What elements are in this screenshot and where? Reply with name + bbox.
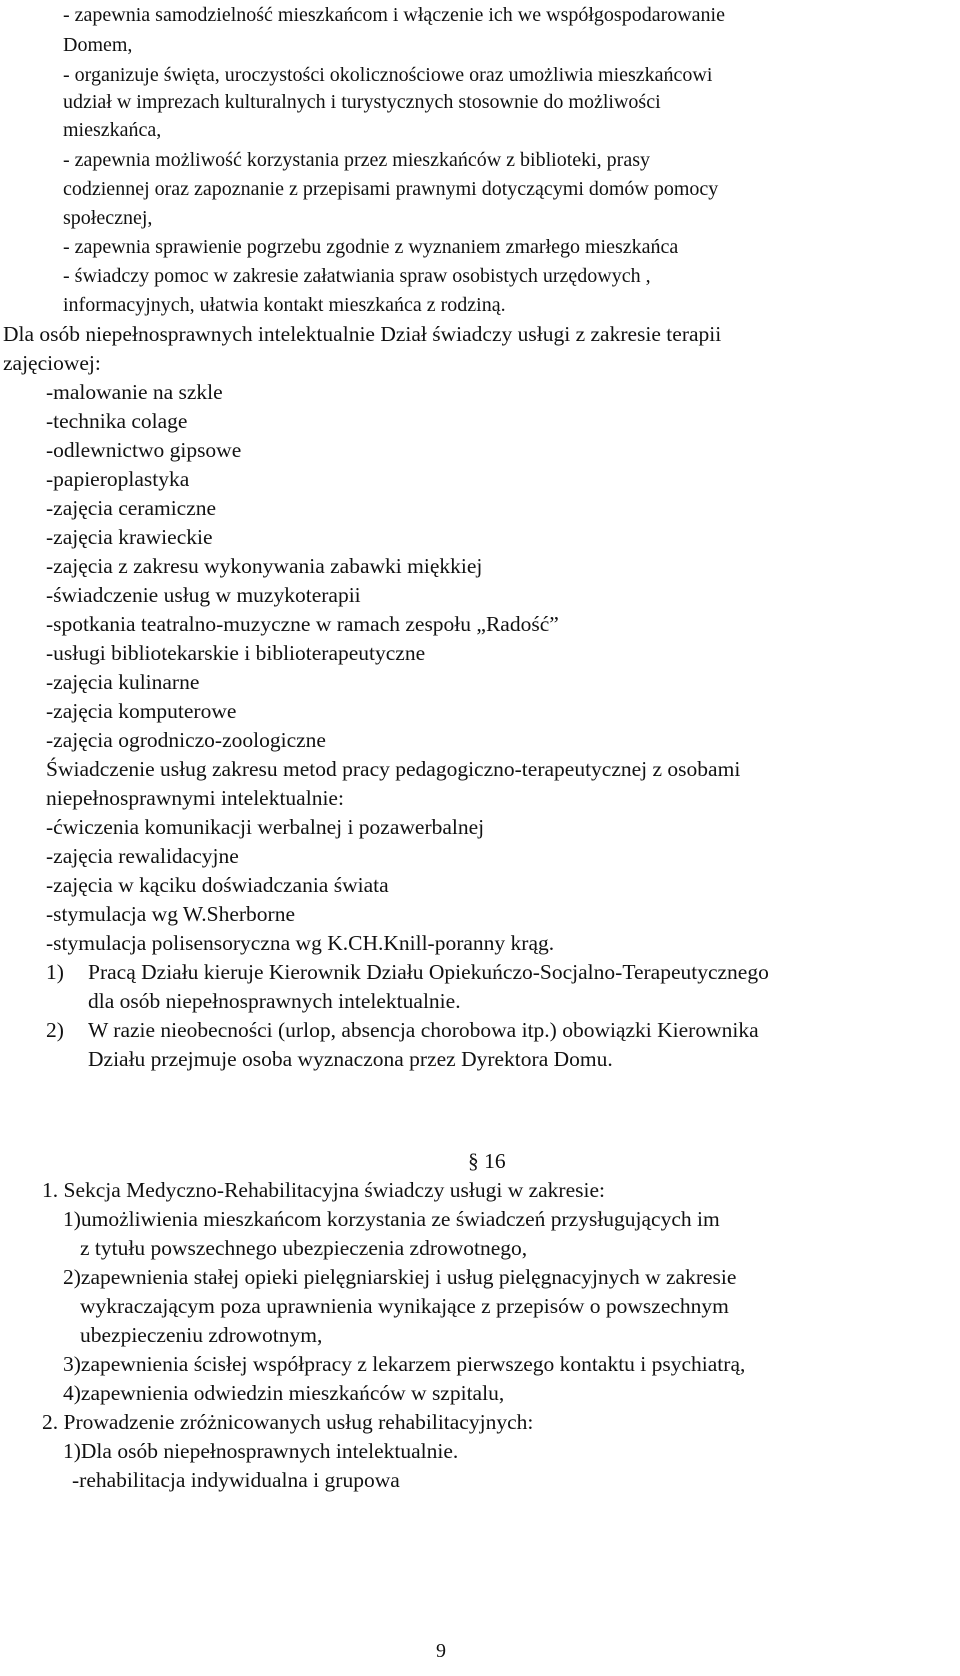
paragraph-line: Dla osób niepełnosprawnych intelektualnie Dział świadczy usługi z zakresie terapii xyxy=(3,322,722,346)
section-line: 4)zapewnienia odwiedzin mieszkańców w szpitalu, xyxy=(63,1381,505,1405)
text-line: - zapewnia samodzielność mieszkańcom i włączenie ich we współgospodarowanie xyxy=(63,4,725,26)
page-number: 9 xyxy=(436,1640,446,1662)
list-item: -papieroplastyka xyxy=(46,467,190,491)
section-line: ubezpieczeniu zdrowotnym, xyxy=(80,1323,323,1347)
list-item: Świadczenie usług zakresu metod pracy pedagogiczno-terapeutycznej z osobami xyxy=(46,757,741,781)
section-line: 1)Dla osób niepełnosprawnych intelektualnie. xyxy=(63,1439,459,1463)
clause-text: dla osób niepełnosprawnych intelektualnie. xyxy=(88,989,461,1013)
clause-text: Działu przejmuje osoba wyznaczona przez Dyrektora Domu. xyxy=(88,1047,613,1071)
text-line: - organizuje święta, uroczystości okolicznościowe oraz umożliwia mieszkańcowi xyxy=(63,64,713,86)
paragraph-line: zajęciowej: xyxy=(3,351,101,375)
list-item: -usługi bibliotekarskie i biblioterapeutyczne xyxy=(46,641,426,665)
list-item: -malowanie na szkle xyxy=(46,380,223,404)
text-line: społecznej, xyxy=(63,207,153,229)
text-line: Domem, xyxy=(63,34,133,56)
section-number: 16 xyxy=(484,1149,506,1173)
text-line: - świadczy pomoc w zakresie załatwiania spraw osobistych urzędowych , xyxy=(63,265,651,287)
clause-number: 2) xyxy=(46,1018,64,1042)
list-item: -zajęcia z zakresu wykonywania zabawki miękkiej xyxy=(46,554,483,578)
section-line: 3)zapewnienia ścisłej współpracy z lekarzem pierwszego kontaktu i psychiatrą, xyxy=(63,1352,746,1376)
list-item: -technika colage xyxy=(46,409,188,433)
clause-number: 1) xyxy=(46,960,64,984)
list-item: -stymulacja polisensoryczna wg K.CH.Knill-poranny krąg. xyxy=(46,931,555,955)
list-item: -zajęcia ogrodniczo-zoologiczne xyxy=(46,728,326,752)
list-item: -zajęcia ceramiczne xyxy=(46,496,217,520)
section-line: z tytułu powszechnego ubezpieczenia zdrowotnego, xyxy=(80,1236,528,1260)
list-item: -świadczenie usług w muzykoterapii xyxy=(46,583,361,607)
list-item: -zajęcia rewalidacyjne xyxy=(46,844,239,868)
clause-text: Pracą Działu kieruje Kierownik Działu Opiekuńczo-Socjalno-Terapeutycznego xyxy=(88,960,769,984)
list-item: -ćwiczenia komunikacji werbalnej i pozawerbalnej xyxy=(46,815,485,839)
text-line: - zapewnia możliwość korzystania przez mieszkańców z biblioteki, prasy xyxy=(63,149,651,171)
section-line: -rehabilitacja indywidualna i grupowa xyxy=(72,1468,400,1492)
list-item: -spotkania teatralno-muzyczne w ramach zespołu „Radość” xyxy=(46,612,559,636)
text-line: - zapewnia sprawienie pogrzebu zgodnie z wyznaniem zmarłego mieszkańca xyxy=(63,236,679,258)
section-symbol: § xyxy=(468,1149,479,1173)
text-line: mieszkańca, xyxy=(63,119,162,141)
list-item: -stymulacja wg W.Sherborne xyxy=(46,902,295,926)
list-item: -odlewnictwo gipsowe xyxy=(46,438,242,462)
text-line: codziennej oraz zapoznanie z przepisami prawnymi dotyczącymi domów pomocy xyxy=(63,178,719,200)
section-line: 2. Prowadzenie zróżnicowanych usług rehabilitacyjnych: xyxy=(42,1410,534,1434)
list-item: niepełnosprawnymi intelektualnie: xyxy=(46,786,344,810)
list-item: -zajęcia w kąciku doświadczania świata xyxy=(46,873,389,897)
list-item: -zajęcia krawieckie xyxy=(46,525,213,549)
section-line: 1)umożliwienia mieszkańcom korzystania ze świadczeń przysługujących im xyxy=(63,1207,720,1231)
section-line: 1. Sekcja Medyczno-Rehabilitacyjna świadczy usługi w zakresie: xyxy=(42,1178,605,1202)
section-line: 2)zapewnienia stałej opieki pielęgniarskiej i usług pielęgnacyjnych w zakresie xyxy=(63,1265,737,1289)
section-line: wykraczającym poza uprawnienia wynikające z przepisów o powszechnym xyxy=(80,1294,729,1318)
list-item: -zajęcia komputerowe xyxy=(46,699,237,723)
text-line: informacyjnych, ułatwia kontakt mieszkańca z rodziną. xyxy=(63,294,506,316)
clause-text: W razie nieobecności (urlop, absencja chorobowa itp.) obowiązki Kierownika xyxy=(88,1018,759,1042)
text-line: udział w imprezach kulturalnych i turystycznych stosownie do możliwości xyxy=(63,91,661,113)
list-item: -zajęcia kulinarne xyxy=(46,670,200,694)
section-heading xyxy=(468,1146,506,1176)
